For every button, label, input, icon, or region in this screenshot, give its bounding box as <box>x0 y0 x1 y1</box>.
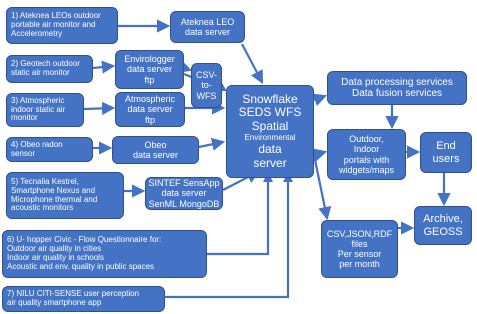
archive-line-2: GEOSS <box>423 225 463 238</box>
ateknea-leo-data-server <box>170 11 245 43</box>
end-users-line-1: End <box>436 140 456 153</box>
csv-wfs-line-2: to- <box>201 80 212 91</box>
atmospheric-line-2: data server <box>127 104 173 115</box>
files-line-2: files <box>351 238 368 249</box>
snowflake-line-1: Snowflake <box>242 91 298 106</box>
source-6-uhopper-questionnaire <box>2 230 207 278</box>
snowflake-line-5: data <box>258 141 282 156</box>
arrow-snowflake-to-processing <box>314 96 325 100</box>
envirologger-line-1: Envirologger <box>124 54 175 65</box>
csv-to-wfs-converter <box>191 63 222 108</box>
source-5-tecnalia-monitors <box>6 172 124 219</box>
ateknea-server-line-1: Ateknea LEO <box>180 16 235 27</box>
source-3-line-2: indoor static air <box>11 104 66 114</box>
source-5-line-4: acoustic monitors <box>11 203 74 213</box>
source-1-line-2: portable air monitor and <box>11 20 96 30</box>
csv-wfs-line-1: CSV- <box>195 70 217 81</box>
atmospheric-line-1: Atmospheric <box>124 94 176 105</box>
ateknea-server-line-2: data server <box>184 27 231 37</box>
source-5-line-3: Microphone thermal and <box>11 194 98 204</box>
source-7-nilu-app <box>2 286 165 312</box>
end-users <box>420 132 472 173</box>
source-4-line-1: 4) Obeo radon <box>11 139 63 149</box>
source-2-line-1: 2) Geotech outdoor <box>11 59 80 69</box>
files-line-4: per month <box>339 259 380 270</box>
source-3-atmospheric-monitor <box>6 93 84 127</box>
snowflake-line-2: SEDS WFS <box>238 105 302 120</box>
atmospheric-data-server <box>115 92 185 127</box>
archive-line-1: Archive, <box>423 213 463 226</box>
source-5-line-2: Smartphone Nexus and <box>11 185 96 195</box>
arrow-s3-to-atmospheric <box>84 108 113 109</box>
envirologger-data-server <box>115 50 184 89</box>
source-6-line-4: Acoustic and env. quality in public spaces <box>7 261 155 271</box>
source-1-line-3: Accelerometry <box>11 28 63 38</box>
obeo-line-2: data server <box>132 150 179 160</box>
source-2-line-2: static air monitor <box>11 68 70 77</box>
source-1-line-1: 1) Ateknea LEOs outdoor <box>11 11 101 21</box>
source-7-line-2: air quality smartphone app <box>7 298 102 307</box>
envirologger-line-2: data server <box>126 64 173 75</box>
source-4-obeo-sensor <box>6 137 93 162</box>
arrow-snowflake-to-portals <box>314 152 325 155</box>
snowflake-line-3: Spatial <box>251 119 289 134</box>
source-5-line-1: 5) Tecnalia Kestrel, <box>11 176 79 186</box>
portals-line-3: portals with <box>343 154 390 165</box>
sintef-sensapp-data-server <box>145 177 223 210</box>
arrow-s2-to-envirologger <box>93 66 113 68</box>
archive-geoss <box>414 206 472 245</box>
files-line-3: Per sensor <box>337 249 382 259</box>
source-7-line-1: 7) NILU CITI-SENSE user perception <box>7 289 140 299</box>
obeo-data-server <box>112 136 199 164</box>
processing-line-1: Data processing services <box>341 76 453 88</box>
arrow-ateknea-to-snowflake <box>242 44 262 82</box>
snowflake-seds-wfs-server <box>226 85 314 178</box>
source-6-line-3: Indoor air quality in schools <box>7 253 104 262</box>
snowflake-line-6: server <box>253 155 287 170</box>
end-users-line-2: users <box>432 152 460 165</box>
csv-wfs-line-3: WFS <box>196 90 217 101</box>
sintef-line-3: SenML MongoDB <box>148 198 220 209</box>
portals-line-1: Outdoor, <box>349 134 384 145</box>
processing-line-2: Data fusion services <box>351 88 443 99</box>
portals-line-4: widgets/maps <box>338 164 395 175</box>
source-6-line-1: 6) U- hopper Civic - Flow Questionnaire for: <box>7 235 162 245</box>
envirologger-line-3: ftp <box>144 74 155 85</box>
sintef-line-2: data server <box>161 188 207 199</box>
outdoor-indoor-portals <box>327 129 406 180</box>
source-4-line-2: sensor <box>11 148 36 158</box>
source-3-line-1: 3) Atmospheric <box>11 95 65 105</box>
data-processing-services <box>327 71 467 105</box>
source-2-geotech-monitor <box>6 55 93 83</box>
source-3-line-3: monitor <box>11 113 38 123</box>
arrow-envirologger-to-csv <box>184 68 190 70</box>
portals-line-2: Indoor <box>353 144 380 155</box>
arrow-snowflake-to-files <box>314 155 327 218</box>
obeo-line-1: Obeo <box>144 139 167 150</box>
files-line-1: CSV,JSON,RDF <box>326 228 393 239</box>
arrow-obeo-to-snowflake <box>199 142 223 147</box>
sintef-line-1: SINTEF SensApp <box>148 178 220 189</box>
snowflake-line-4: Environmental <box>244 132 296 142</box>
source-1-ateknea-monitor <box>6 7 118 44</box>
csv-json-rdf-files <box>321 220 398 278</box>
source-6-line-2: Outdoor air quality in cities <box>7 244 102 254</box>
atmospheric-line-3: ftp <box>144 114 155 125</box>
